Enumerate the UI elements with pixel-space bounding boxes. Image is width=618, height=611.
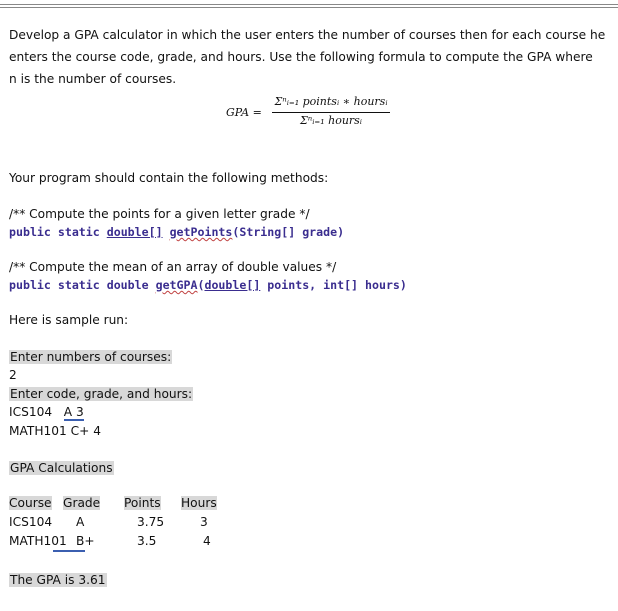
row1-hours: 3 bbox=[200, 515, 208, 529]
courses-value: 2 bbox=[9, 368, 17, 382]
header-points: Points bbox=[124, 496, 161, 510]
entry1-rest: A 3 bbox=[63, 405, 84, 419]
row2-underline bbox=[53, 550, 85, 552]
gpa-calculations-title: GPA Calculations bbox=[10, 461, 113, 475]
intro-line-2: enters the course code, grade, and hours. Use the following formula to compute the GPA where bbox=[9, 50, 593, 64]
prompt-details: Enter code, grade, and hours: bbox=[10, 387, 193, 401]
sample-run-label: Here is sample run: bbox=[9, 313, 129, 327]
entry-2: MATH101 C+ 4 bbox=[9, 424, 102, 438]
method2-sig-rest: points, int[] hours) bbox=[260, 278, 407, 292]
row1-points: 3.75 bbox=[137, 515, 165, 529]
header-hours: Hours bbox=[181, 496, 217, 510]
method2-sig-name: getGPA bbox=[155, 278, 198, 292]
row2-points: 3.5 bbox=[137, 534, 157, 548]
method2-sig-prefix: public static double bbox=[9, 278, 156, 292]
method1-sig-prefix: public static bbox=[9, 225, 107, 239]
method1-comment: /** Compute the points for a given letter grade */ bbox=[9, 207, 310, 221]
method2-signature bbox=[9, 278, 407, 292]
method2-sig-open: ( bbox=[197, 278, 205, 292]
intro-line-1: Develop a GPA calculator in which the user enters the number of courses then for each course he bbox=[9, 28, 606, 42]
header-grade: Grade bbox=[63, 496, 101, 510]
entry-1 bbox=[9, 405, 84, 419]
method2-sig-type: double[] bbox=[204, 278, 261, 292]
prompt-courses: Enter numbers of courses: bbox=[10, 350, 172, 364]
intro-paragraph bbox=[9, 24, 613, 90]
method2-comment: /** Compute the mean of an array of double values */ bbox=[9, 260, 337, 274]
method1-sig-name: getPoints bbox=[169, 225, 233, 239]
row1-course: ICS104 bbox=[9, 515, 53, 529]
row2-grade: B+ bbox=[76, 534, 95, 548]
header-course: Course bbox=[9, 496, 52, 510]
top-rule bbox=[0, 4, 618, 5]
formula-denominator: Σⁿᵢ₌₁ hoursᵢ bbox=[299, 114, 363, 127]
gpa-result: The GPA is 3.61 bbox=[10, 573, 106, 587]
method1-sig-rest: (String[] grade) bbox=[232, 225, 345, 239]
formula-lhs: GPA = bbox=[226, 106, 262, 119]
row2-course: MATH101 bbox=[9, 534, 67, 548]
entry1-code: ICS104 bbox=[9, 405, 53, 419]
row1-grade: A bbox=[76, 515, 85, 529]
formula-fraction bbox=[272, 95, 390, 127]
method1-signature bbox=[9, 225, 344, 239]
row2-hours: 4 bbox=[203, 534, 211, 548]
fraction-bar bbox=[272, 112, 390, 113]
top-rule-2 bbox=[0, 7, 618, 8]
methods-intro: Your program should contain the following methods: bbox=[9, 171, 329, 185]
formula-numerator: Σⁿᵢ₌₁ pointsᵢ ∗ hoursᵢ bbox=[274, 95, 388, 108]
intro-line-3: n is the number of courses. bbox=[9, 72, 177, 86]
method1-sig-space bbox=[163, 225, 170, 239]
method1-sig-type: double[] bbox=[106, 225, 163, 239]
